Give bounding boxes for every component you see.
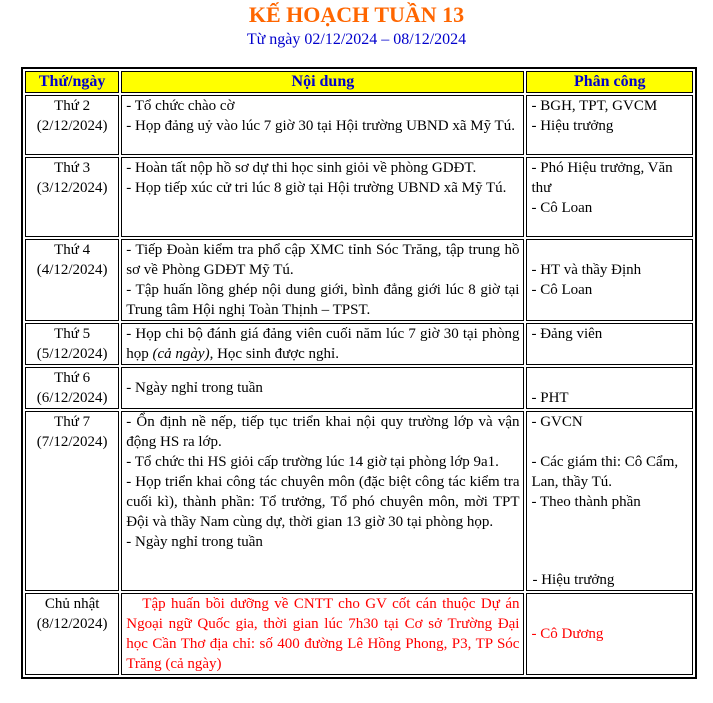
day-label: Thứ 3 xyxy=(54,160,91,176)
day-cell xyxy=(25,367,119,409)
table-header-row xyxy=(25,71,693,93)
content-text: - Họp chi bộ đánh giá đảng viên cuối năm lúc 7 giờ 30 tại phòng họp xyxy=(126,326,520,362)
assign-item: - Theo thành phần xyxy=(531,494,641,510)
assign-item: - Cô Loan xyxy=(531,200,593,216)
assign-cell xyxy=(526,593,693,675)
content-cell xyxy=(121,157,524,237)
content-italic-note: (cả ngày) xyxy=(152,346,210,362)
header-assign: Phân công xyxy=(526,71,693,93)
assign-item: - Cô Dương xyxy=(531,626,604,642)
content-cell xyxy=(121,593,524,675)
assign-item: - GVCN xyxy=(531,414,583,430)
assign-cell xyxy=(526,411,693,591)
day-date: (3/12/2024) xyxy=(36,180,108,196)
day-cell xyxy=(25,411,119,591)
day-label: Thứ 6 xyxy=(54,370,91,386)
day-cell xyxy=(25,593,119,675)
table-row-wednesday xyxy=(25,239,693,321)
content-item: - Tiếp Đoàn kiểm tra phổ cập XMC tỉnh Sóc Trăng, tập trung hồ sơ về Phòng GDĐT Mỹ Tú. xyxy=(126,242,520,278)
page-title: KẾ HOẠCH TUẦN 13 xyxy=(248,2,465,27)
day-cell xyxy=(25,95,119,155)
content-item: - Ổn định nề nếp, tiếp tục triển khai nội quy trường lớp và vận động HS ra lớp. xyxy=(126,414,520,450)
day-label: Chủ nhật xyxy=(44,596,100,612)
header-content: Nội dung xyxy=(121,71,524,93)
header-day: Thứ/ngày xyxy=(25,71,119,93)
assign-cell xyxy=(526,367,693,409)
content-text-end: , Học sinh được nghỉ. xyxy=(209,346,339,362)
content-cell xyxy=(121,367,524,409)
day-label: Thứ 4 xyxy=(54,242,91,258)
content-cell xyxy=(121,239,524,321)
assign-item: - PHT xyxy=(531,390,569,406)
day-date: (5/12/2024) xyxy=(36,346,108,362)
content-item: - Hoàn tất nộp hồ sơ dự thi học sinh giỏi về phòng GDĐT. xyxy=(126,160,477,176)
table-row-monday xyxy=(25,95,693,155)
day-date: (6/12/2024) xyxy=(36,390,108,406)
day-label: Thứ 7 xyxy=(54,414,91,430)
assign-item: - Các giám thi: Cô Cẩm, Lan, thầy Tú. xyxy=(531,454,679,490)
content-item: - Họp tiếp xúc cử tri lúc 8 giờ tại Hội trường UBND xã Mỹ Tú. xyxy=(126,180,507,196)
assign-item: - Đảng viên xyxy=(531,326,603,342)
assign-cell xyxy=(526,157,693,237)
content-cell xyxy=(121,411,524,591)
assign-item: - Hiệu trưởng xyxy=(532,572,615,588)
content-item: - Tập huấn lồng ghép nội dung giới, bình đẳng giới lúc 8 giờ tại Trung tâm Hội nghị Toàn Thịnh – TPST. xyxy=(126,282,520,318)
content-item: - Ngày nghỉ trong tuần xyxy=(126,380,263,396)
assign-item: - Phó Hiệu trưởng, Văn thư xyxy=(531,160,673,196)
day-date: (7/12/2024) xyxy=(36,434,108,450)
date-range: Từ ngày 02/12/2024 – 08/12/2024 xyxy=(246,31,467,48)
table-row-friday xyxy=(25,367,693,409)
content-item: - Họp triển khai công tác chuyên môn (đặc biệt công tác kiểm tra cuối kì), thành phần: Tổ trưởng, Tổ phó chuyên môn, mời TPT Đội và thầy Nam cùng dự, thời gian 13 giờ 30 tại phòng họp. xyxy=(126,474,520,530)
assign-cell xyxy=(526,239,693,321)
day-date: (4/12/2024) xyxy=(36,262,108,278)
content-cell xyxy=(121,323,524,365)
day-cell xyxy=(25,239,119,321)
assign-item: - Hiệu trưởng xyxy=(531,118,614,134)
assign-cell xyxy=(526,323,693,365)
content-cell xyxy=(121,95,524,155)
table-row-sunday xyxy=(25,593,693,675)
day-date: (8/12/2024) xyxy=(36,616,108,632)
content-item: - Tổ chức chào cờ xyxy=(126,98,235,114)
content-item: - Ngày nghỉ trong tuần xyxy=(126,534,263,550)
content-item: - Họp đảng uỷ vào lúc 7 giờ 30 tại Hội trường UBND xã Mỹ Tú. xyxy=(126,118,515,134)
spacer xyxy=(531,432,688,452)
assign-item: - HT và thầy Định xyxy=(531,262,642,278)
table-row-saturday xyxy=(25,411,693,591)
table-row-thursday xyxy=(25,323,693,365)
day-label: Thứ 2 xyxy=(54,98,91,114)
assign-item: - Cô Loan xyxy=(531,282,593,298)
day-cell xyxy=(25,323,119,365)
assign-item: - BGH, TPT, GVCM xyxy=(531,98,658,114)
assign-cell xyxy=(526,95,693,155)
day-cell xyxy=(25,157,119,237)
table-row-tuesday xyxy=(25,157,693,237)
day-label: Thứ 5 xyxy=(54,326,91,342)
content-item: - Tổ chức thi HS giỏi cấp trường lúc 14 giờ tại phòng lớp 9a1. xyxy=(126,454,499,470)
day-date: (2/12/2024) xyxy=(36,118,108,134)
content-item: Tập huấn bồi dưỡng về CNTT cho GV cốt cán thuộc Dự án Ngoại ngữ Quốc gia, thời gian lúc 7h30 tại Cơ sở Trường Đại học Cần Thơ địa chỉ: số 400 đường Lê Hồng Phong, P3, TP Sóc Trăng (cả ngày) xyxy=(126,596,520,672)
weekly-plan-table xyxy=(21,67,697,679)
